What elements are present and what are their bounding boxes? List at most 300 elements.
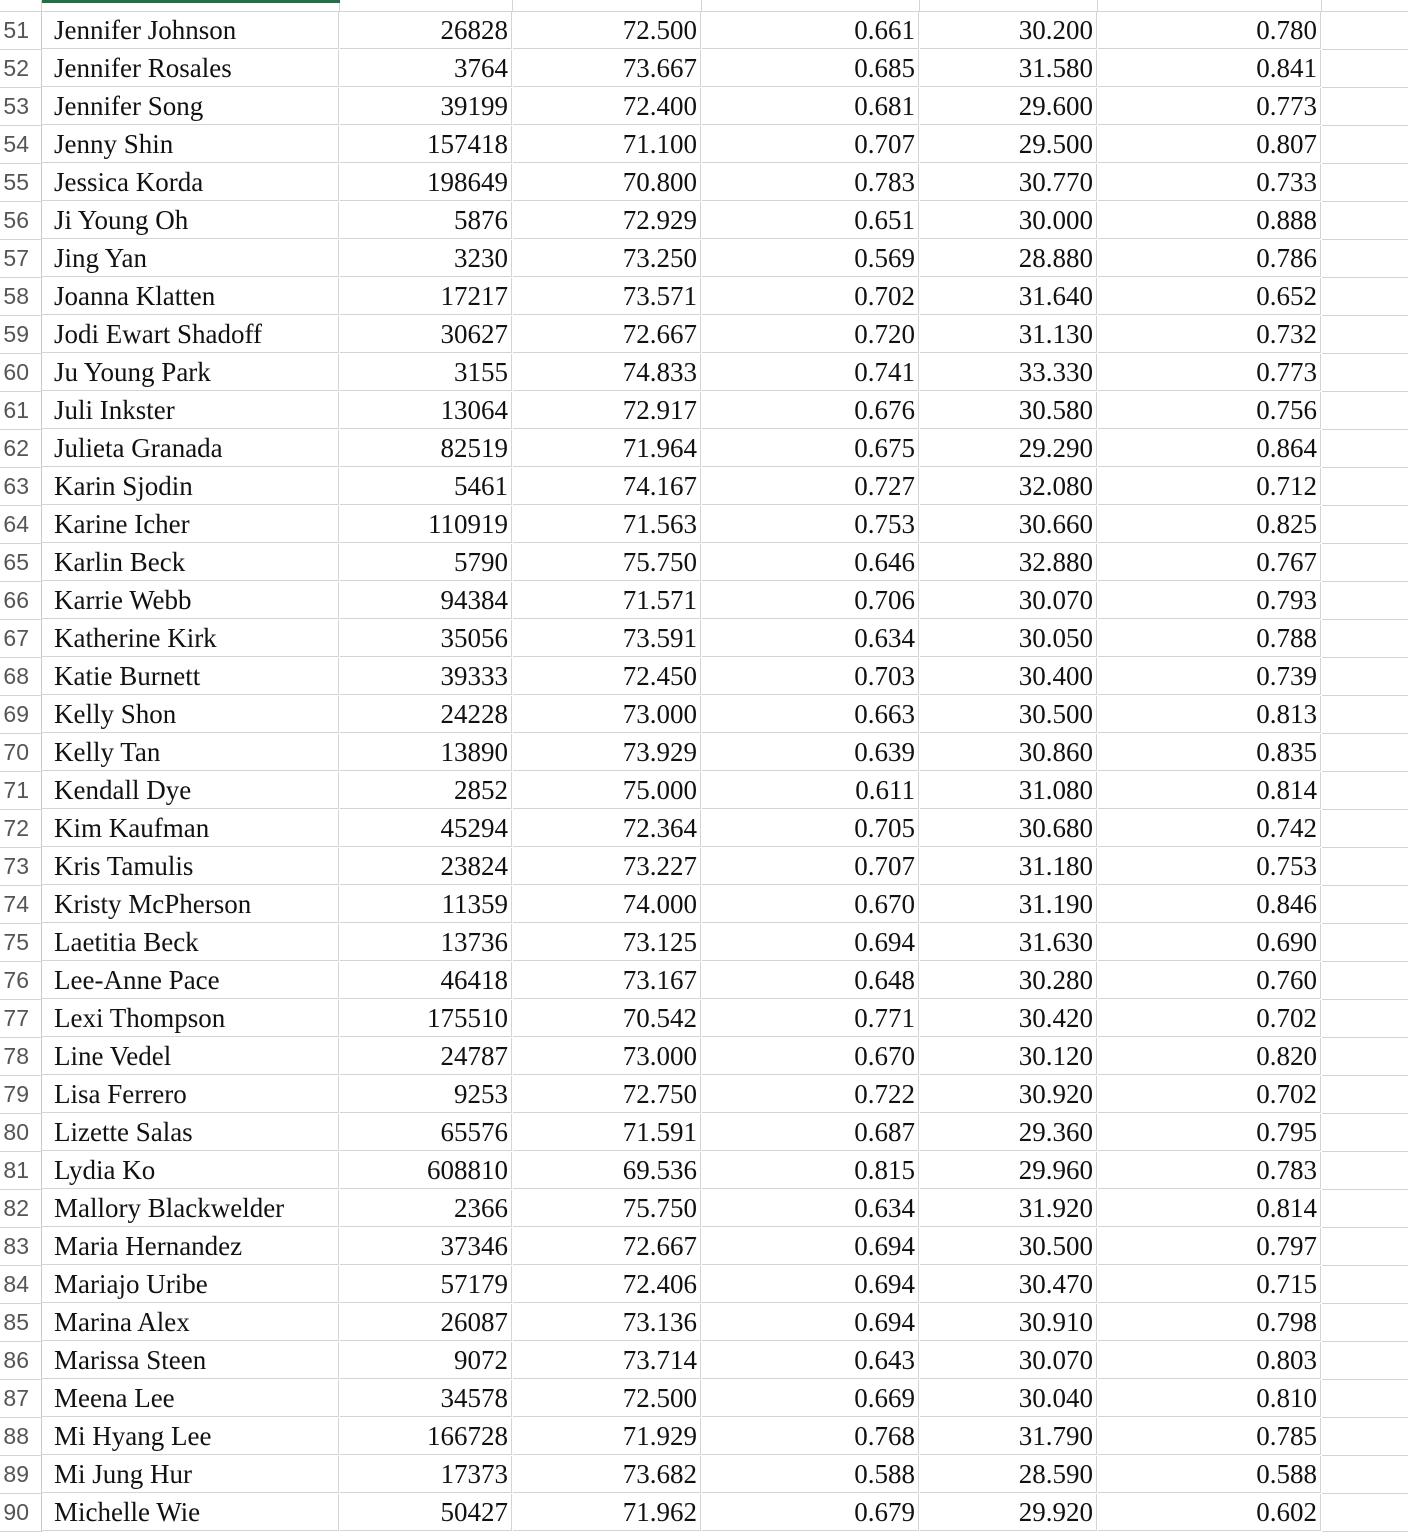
cell-empty[interactable] [1322,202,1408,240]
cell-col-d[interactable]: 0.588 [702,1456,919,1493]
row-header[interactable] [0,1342,42,1380]
cell-col-d[interactable]: 0.702 [702,278,919,315]
cell-col-c[interactable]: 73.714 [513,1342,701,1379]
cell-col-c[interactable]: 74.000 [513,886,701,923]
cell-col-d[interactable]: 0.639 [702,734,919,771]
cell-col-f[interactable]: 0.702 [1098,1000,1321,1037]
cell-col-d[interactable]: 0.694 [702,1266,919,1303]
cell-empty[interactable] [1322,620,1408,658]
cell-col-e[interactable]: 29.600 [920,88,1097,125]
cell-col-f[interactable]: 0.846 [1098,886,1321,923]
cell-col-f[interactable]: 0.807 [1098,126,1321,163]
cell-col-c[interactable]: 72.406 [513,1266,701,1303]
cell-empty[interactable] [1322,772,1408,810]
cell-col-f[interactable]: 0.773 [1098,88,1321,125]
cell-col-e[interactable]: 28.590 [920,1456,1097,1493]
cell-col-e[interactable]: 29.960 [920,1152,1097,1189]
row-header[interactable] [0,886,42,924]
cell-col-d[interactable]: 0.722 [702,1076,919,1113]
row-header[interactable] [0,962,42,1000]
cell-col-c[interactable]: 72.400 [513,88,701,125]
cell-col-b[interactable]: 3155 [340,354,512,391]
row-header[interactable] [0,202,42,240]
row-header[interactable] [0,430,42,468]
cell-col-f[interactable]: 0.732 [1098,316,1321,353]
cell-col-e[interactable]: 31.920 [920,1190,1097,1227]
cell-col-f[interactable]: 0.715 [1098,1266,1321,1303]
row-header[interactable] [0,848,42,886]
cell-player-name[interactable]: Kelly Shon [42,696,339,733]
cell-col-c[interactable]: 74.833 [513,354,701,391]
cell-col-e[interactable]: 30.500 [920,1228,1097,1265]
cell-col-e[interactable]: 32.880 [920,544,1097,581]
cell-col-b[interactable]: 17373 [340,1456,512,1493]
cell-empty[interactable] [1322,468,1408,506]
cell-empty[interactable] [1322,278,1408,316]
cell-col-e[interactable]: 29.920 [920,1494,1097,1531]
cell-col-b[interactable]: 24787 [340,1038,512,1075]
cell-col-e[interactable]: 33.330 [920,354,1097,391]
cell-empty[interactable] [1322,50,1408,88]
cell-col-b[interactable]: 65576 [340,1114,512,1151]
cell-col-c[interactable]: 72.667 [513,1228,701,1265]
cell-col-c[interactable]: 72.500 [513,12,701,49]
row-header[interactable] [0,1114,42,1152]
cell-col-e[interactable]: 31.080 [920,772,1097,809]
cell-col-d[interactable]: 0.643 [702,1342,919,1379]
cell-player-name[interactable]: Marina Alex [42,1304,339,1341]
cell-col-b[interactable]: 37346 [340,1228,512,1265]
cell-col-e[interactable]: 30.420 [920,1000,1097,1037]
cell-col-f[interactable]: 0.795 [1098,1114,1321,1151]
cell-col-d[interactable]: 0.694 [702,1228,919,1265]
cell-col-e[interactable]: 30.040 [920,1380,1097,1417]
cell-col-b[interactable]: 5876 [340,202,512,239]
cell-col-c[interactable]: 73.136 [513,1304,701,1341]
cell-col-b[interactable]: 50427 [340,1494,512,1531]
cell-col-c[interactable]: 72.364 [513,810,701,847]
cell-col-e[interactable]: 32.080 [920,468,1097,505]
cell-col-f[interactable]: 0.788 [1098,620,1321,657]
cell-col-b[interactable]: 26087 [340,1304,512,1341]
cell-empty[interactable] [1322,962,1408,1000]
cell-col-f[interactable]: 0.864 [1098,430,1321,467]
cell-col-c[interactable]: 73.682 [513,1456,701,1493]
cell-empty[interactable] [1322,240,1408,278]
cell-col-b[interactable]: 30627 [340,316,512,353]
cell-col-b[interactable]: 198649 [340,164,512,201]
cell-empty[interactable] [1322,354,1408,392]
cell-col-e[interactable]: 29.500 [920,126,1097,163]
cell-col-b[interactable]: 110919 [340,506,512,543]
cell-player-name[interactable]: Kelly Tan [42,734,339,771]
cell-player-name[interactable]: Lisa Ferrero [42,1076,339,1113]
cell-player-name[interactable]: Michelle Wie [42,1494,339,1531]
cell-col-c[interactable]: 73.571 [513,278,701,315]
cell-col-f[interactable]: 0.742 [1098,810,1321,847]
cell-col-b[interactable]: 9072 [340,1342,512,1379]
cell-empty[interactable] [1322,506,1408,544]
cell-col-c[interactable]: 71.100 [513,126,701,163]
cell-col-c[interactable]: 69.536 [513,1152,701,1189]
cell-col-c[interactable]: 73.591 [513,620,701,657]
cell-empty[interactable] [1322,1342,1408,1380]
cell-col-f[interactable]: 0.733 [1098,164,1321,201]
row-header[interactable] [0,1304,42,1342]
cell-col-d[interactable]: 0.648 [702,962,919,999]
cell-col-b[interactable]: 57179 [340,1266,512,1303]
cell-player-name[interactable]: Mariajo Uribe [42,1266,339,1303]
row-header[interactable] [0,1418,42,1456]
cell-col-f[interactable]: 0.753 [1098,848,1321,885]
cell-col-e[interactable]: 30.200 [920,12,1097,49]
row-header[interactable] [0,392,42,430]
row-header[interactable] [0,278,42,316]
row-header[interactable] [0,164,42,202]
cell-col-f[interactable]: 0.783 [1098,1152,1321,1189]
row-header[interactable] [0,1266,42,1304]
cell-col-f[interactable]: 0.767 [1098,544,1321,581]
cell-col-b[interactable]: 26828 [340,12,512,49]
cell-empty[interactable] [1322,1266,1408,1304]
cell-col-f[interactable]: 0.814 [1098,1190,1321,1227]
cell-col-c[interactable]: 70.542 [513,1000,701,1037]
cell-player-name[interactable]: Joanna Klatten [42,278,339,315]
cell-col-c[interactable]: 73.667 [513,50,701,87]
cell-col-f[interactable]: 0.773 [1098,354,1321,391]
cell-col-d[interactable]: 0.783 [702,164,919,201]
cell-col-e[interactable]: 30.280 [920,962,1097,999]
cell-col-f[interactable]: 0.841 [1098,50,1321,87]
cell-col-b[interactable]: 45294 [340,810,512,847]
cell-col-d[interactable]: 0.768 [702,1418,919,1455]
cell-col-d[interactable]: 0.646 [702,544,919,581]
cell-col-e[interactable]: 29.360 [920,1114,1097,1151]
cell-col-b[interactable]: 13736 [340,924,512,961]
cell-col-f[interactable]: 0.810 [1098,1380,1321,1417]
cell-col-e[interactable]: 30.770 [920,164,1097,201]
cell-col-b[interactable]: 39333 [340,658,512,695]
cell-col-c[interactable]: 70.800 [513,164,701,201]
cell-col-d[interactable]: 0.705 [702,810,919,847]
cell-empty[interactable] [1322,886,1408,924]
cell-col-c[interactable]: 71.591 [513,1114,701,1151]
cell-player-name[interactable]: Juli Inkster [42,392,339,429]
cell-player-name[interactable]: Maria Hernandez [42,1228,339,1265]
cell-col-f[interactable]: 0.780 [1098,12,1321,49]
cell-player-name[interactable]: Karin Sjodin [42,468,339,505]
cell-player-name[interactable]: Meena Lee [42,1380,339,1417]
row-header[interactable] [0,924,42,962]
cell-col-c[interactable]: 71.563 [513,506,701,543]
row-header[interactable] [0,126,42,164]
cell-empty[interactable] [1322,658,1408,696]
cell-col-c[interactable]: 71.964 [513,430,701,467]
cell-col-d[interactable]: 0.651 [702,202,919,239]
cell-col-d[interactable]: 0.663 [702,696,919,733]
cell-col-d[interactable]: 0.670 [702,886,919,923]
cell-player-name[interactable]: Lee-Anne Pace [42,962,339,999]
cell-player-name[interactable]: Mi Jung Hur [42,1456,339,1493]
row-header[interactable] [0,506,42,544]
cell-col-f[interactable]: 0.813 [1098,696,1321,733]
cell-player-name[interactable]: Kim Kaufman [42,810,339,847]
cell-col-d[interactable]: 0.679 [702,1494,919,1531]
cell-col-d[interactable]: 0.815 [702,1152,919,1189]
cell-col-c[interactable]: 74.167 [513,468,701,505]
cell-empty[interactable] [1322,544,1408,582]
row-header[interactable] [0,1494,42,1532]
row-header[interactable] [0,1038,42,1076]
cell-empty[interactable] [1322,1114,1408,1152]
cell-empty[interactable] [1322,1304,1408,1342]
cell-col-c[interactable]: 73.125 [513,924,701,961]
cell-empty[interactable] [1322,1228,1408,1266]
cell-col-c[interactable]: 75.750 [513,544,701,581]
cell-col-c[interactable]: 75.750 [513,1190,701,1227]
cell-player-name[interactable]: Jing Yan [42,240,339,277]
cell-player-name[interactable]: Jennifer Rosales [42,50,339,87]
cell-col-c[interactable]: 71.962 [513,1494,701,1531]
cell-col-e[interactable]: 30.910 [920,1304,1097,1341]
cell-col-f[interactable]: 0.760 [1098,962,1321,999]
cell-player-name[interactable]: Karine Icher [42,506,339,543]
cell-col-f[interactable]: 0.739 [1098,658,1321,695]
cell-col-b[interactable]: 3764 [340,50,512,87]
cell-col-d[interactable]: 0.707 [702,848,919,885]
cell-empty[interactable] [1322,1380,1408,1418]
cell-col-e[interactable]: 31.790 [920,1418,1097,1455]
cell-empty[interactable] [1322,582,1408,620]
cell-col-d[interactable]: 0.694 [702,1304,919,1341]
row-header[interactable] [0,1000,42,1038]
row-header[interactable] [0,1190,42,1228]
cell-col-f[interactable]: 0.785 [1098,1418,1321,1455]
cell-empty[interactable] [1322,1456,1408,1494]
cell-col-f[interactable]: 0.797 [1098,1228,1321,1265]
cell-col-c[interactable]: 72.929 [513,202,701,239]
cell-player-name[interactable]: Julieta Granada [42,430,339,467]
cell-player-name[interactable]: Karrie Webb [42,582,339,619]
cell-col-d[interactable]: 0.634 [702,1190,919,1227]
cell-col-b[interactable]: 13890 [340,734,512,771]
cell-col-e[interactable]: 30.000 [920,202,1097,239]
cell-col-d[interactable]: 0.669 [702,1380,919,1417]
cell-empty[interactable] [1322,924,1408,962]
cell-col-e[interactable]: 30.050 [920,620,1097,657]
cell-col-f[interactable]: 0.786 [1098,240,1321,277]
row-header[interactable] [0,50,42,88]
cell-col-b[interactable]: 608810 [340,1152,512,1189]
cell-empty[interactable] [1322,1418,1408,1456]
row-header[interactable] [0,12,42,50]
cell-col-b[interactable]: 2852 [340,772,512,809]
cell-col-f[interactable]: 0.825 [1098,506,1321,543]
row-header[interactable] [0,316,42,354]
row-header[interactable] [0,696,42,734]
cell-empty[interactable] [1322,1038,1408,1076]
cell-player-name[interactable]: Kristy McPherson [42,886,339,923]
row-header[interactable] [0,1228,42,1266]
cell-col-e[interactable]: 31.130 [920,316,1097,353]
row-header[interactable] [0,88,42,126]
cell-empty[interactable] [1322,810,1408,848]
cell-col-b[interactable]: 94384 [340,582,512,619]
cell-col-d[interactable]: 0.611 [702,772,919,809]
cell-empty[interactable] [1322,126,1408,164]
cell-col-e[interactable]: 30.120 [920,1038,1097,1075]
cell-col-f[interactable]: 0.814 [1098,772,1321,809]
cell-empty[interactable] [1322,1190,1408,1228]
cell-col-e[interactable]: 30.070 [920,1342,1097,1379]
cell-player-name[interactable]: Mallory Blackwelder [42,1190,339,1227]
cell-empty[interactable] [1322,696,1408,734]
cell-player-name[interactable]: Ju Young Park [42,354,339,391]
cell-col-b[interactable]: 23824 [340,848,512,885]
cell-player-name[interactable]: Katherine Kirk [42,620,339,657]
cell-player-name[interactable]: Laetitia Beck [42,924,339,961]
cell-empty[interactable] [1322,392,1408,430]
cell-col-b[interactable]: 39199 [340,88,512,125]
cell-col-e[interactable]: 29.290 [920,430,1097,467]
cell-col-c[interactable]: 72.750 [513,1076,701,1113]
cell-col-f[interactable]: 0.793 [1098,582,1321,619]
cell-col-b[interactable]: 2366 [340,1190,512,1227]
cell-empty[interactable] [1322,1000,1408,1038]
cell-empty[interactable] [1322,430,1408,468]
cell-col-c[interactable]: 71.571 [513,582,701,619]
cell-player-name[interactable]: Jodi Ewart Shadoff [42,316,339,353]
row-header[interactable] [0,620,42,658]
cell-col-b[interactable]: 17217 [340,278,512,315]
cell-col-d[interactable]: 0.703 [702,658,919,695]
cell-player-name[interactable]: Jennifer Song [42,88,339,125]
cell-col-c[interactable]: 73.167 [513,962,701,999]
cell-player-name[interactable]: Lydia Ko [42,1152,339,1189]
cell-col-e[interactable]: 30.660 [920,506,1097,543]
cell-col-c[interactable]: 71.929 [513,1418,701,1455]
row-header[interactable] [0,1456,42,1494]
row-header[interactable] [0,582,42,620]
cell-col-b[interactable]: 5790 [340,544,512,581]
cell-player-name[interactable]: Mi Hyang Lee [42,1418,339,1455]
cell-col-d[interactable]: 0.694 [702,924,919,961]
cell-player-name[interactable]: Katie Burnett [42,658,339,695]
cell-player-name[interactable]: Kris Tamulis [42,848,339,885]
cell-col-d[interactable]: 0.675 [702,430,919,467]
cell-col-c[interactable]: 72.667 [513,316,701,353]
cell-col-c[interactable]: 72.917 [513,392,701,429]
row-header[interactable] [0,1076,42,1114]
cell-col-c[interactable]: 72.450 [513,658,701,695]
cell-col-b[interactable]: 82519 [340,430,512,467]
cell-player-name[interactable]: Lexi Thompson [42,1000,339,1037]
cell-col-e[interactable]: 30.680 [920,810,1097,847]
cell-col-d[interactable]: 0.741 [702,354,919,391]
cell-col-e[interactable]: 31.580 [920,50,1097,87]
cell-col-f[interactable]: 0.602 [1098,1494,1321,1531]
cell-col-f[interactable]: 0.820 [1098,1038,1321,1075]
cell-col-f[interactable]: 0.702 [1098,1076,1321,1113]
cell-col-b[interactable]: 3230 [340,240,512,277]
cell-empty[interactable] [1322,164,1408,202]
cell-col-b[interactable]: 13064 [340,392,512,429]
cell-col-d[interactable]: 0.771 [702,1000,919,1037]
cell-empty[interactable] [1322,1076,1408,1114]
cell-col-c[interactable]: 73.227 [513,848,701,885]
cell-col-b[interactable]: 5461 [340,468,512,505]
cell-col-f[interactable]: 0.652 [1098,278,1321,315]
cell-col-e[interactable]: 31.640 [920,278,1097,315]
cell-col-f[interactable]: 0.712 [1098,468,1321,505]
cell-col-b[interactable]: 24228 [340,696,512,733]
cell-col-c[interactable]: 72.500 [513,1380,701,1417]
cell-col-f[interactable]: 0.756 [1098,392,1321,429]
cell-player-name[interactable]: Jessica Korda [42,164,339,201]
cell-col-c[interactable]: 73.000 [513,1038,701,1075]
cell-col-b[interactable]: 34578 [340,1380,512,1417]
cell-col-f[interactable]: 0.588 [1098,1456,1321,1493]
cell-col-e[interactable]: 30.400 [920,658,1097,695]
cell-col-e[interactable]: 30.070 [920,582,1097,619]
cell-col-e[interactable]: 30.470 [920,1266,1097,1303]
cell-col-d[interactable]: 0.569 [702,240,919,277]
cell-col-f[interactable]: 0.690 [1098,924,1321,961]
cell-player-name[interactable]: Line Vedel [42,1038,339,1075]
cell-col-d[interactable]: 0.634 [702,620,919,657]
cell-player-name[interactable]: Lizette Salas [42,1114,339,1151]
cell-col-c[interactable]: 73.000 [513,696,701,733]
cell-col-b[interactable]: 166728 [340,1418,512,1455]
cell-empty[interactable] [1322,12,1408,50]
cell-col-d[interactable]: 0.753 [702,506,919,543]
cell-player-name[interactable]: Ji Young Oh [42,202,339,239]
row-header[interactable] [0,734,42,772]
cell-empty[interactable] [1322,1494,1408,1532]
cell-col-d[interactable]: 0.707 [702,126,919,163]
cell-col-d[interactable]: 0.661 [702,12,919,49]
cell-col-b[interactable]: 9253 [340,1076,512,1113]
row-header[interactable] [0,1152,42,1190]
cell-col-e[interactable]: 30.500 [920,696,1097,733]
row-header[interactable] [0,772,42,810]
cell-col-d[interactable]: 0.720 [702,316,919,353]
row-header[interactable] [0,1380,42,1418]
cell-empty[interactable] [1322,316,1408,354]
cell-col-c[interactable]: 75.000 [513,772,701,809]
row-header[interactable] [0,354,42,392]
cell-player-name[interactable]: Kendall Dye [42,772,339,809]
row-header[interactable] [0,658,42,696]
cell-col-e[interactable]: 30.580 [920,392,1097,429]
cell-col-f[interactable]: 0.798 [1098,1304,1321,1341]
cell-empty[interactable] [1322,88,1408,126]
cell-col-d[interactable]: 0.685 [702,50,919,87]
cell-col-b[interactable]: 175510 [340,1000,512,1037]
cell-col-f[interactable]: 0.835 [1098,734,1321,771]
row-header[interactable] [0,468,42,506]
cell-col-c[interactable]: 73.250 [513,240,701,277]
cell-col-e[interactable]: 30.860 [920,734,1097,771]
cell-empty[interactable] [1322,1152,1408,1190]
cell-col-d[interactable]: 0.670 [702,1038,919,1075]
cell-col-d[interactable]: 0.706 [702,582,919,619]
cell-player-name[interactable]: Marissa Steen [42,1342,339,1379]
cell-col-e[interactable]: 31.190 [920,886,1097,923]
cell-col-d[interactable]: 0.681 [702,88,919,125]
cell-col-e[interactable]: 31.180 [920,848,1097,885]
cell-col-d[interactable]: 0.676 [702,392,919,429]
